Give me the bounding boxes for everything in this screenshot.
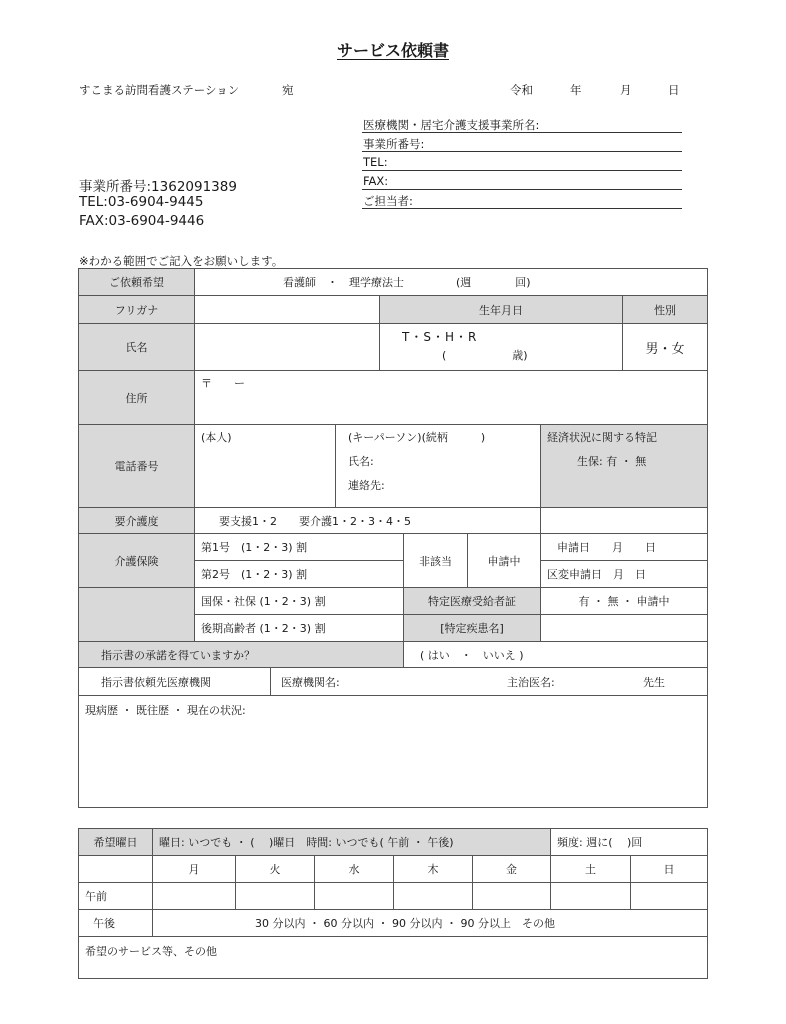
doctor-suffix: 先生: [643, 675, 665, 689]
welfare-options[interactable]: 生保: 有 ・ 無: [577, 455, 647, 468]
sender-office-number-field[interactable]: 事業所番号:: [363, 137, 425, 151]
specific-disease-input[interactable]: [540, 614, 708, 642]
date-year[interactable]: 年: [570, 83, 582, 97]
sex-label: 性別: [622, 295, 708, 324]
document-title: サービス依頼書: [336, 41, 449, 60]
phone-label: 電話番号: [78, 424, 195, 508]
day-header: 月: [152, 855, 236, 883]
care-insurance-type1[interactable]: 第1号 (1・2・3) 割: [194, 533, 404, 561]
specific-cert-label: 特定医療受給者証: [403, 587, 541, 615]
care-insurance-label: 介護保険: [78, 533, 195, 588]
afternoon-label: 午後: [78, 909, 153, 937]
day-header: 日: [630, 855, 708, 883]
furigana-label: フリガナ: [78, 295, 195, 324]
station-office-number: 事業所番号:1362091389: [79, 179, 237, 195]
instruction-institution-cell[interactable]: [270, 667, 708, 696]
underline: [362, 208, 682, 209]
sender-institution-field[interactable]: 医療機関・居宅介護支援事業所名:: [363, 118, 540, 132]
keyperson-label: (キーパーソン)(続柄 ): [348, 431, 486, 444]
specific-disease-label: [特定疾患名]: [403, 614, 541, 642]
birthdate-cell[interactable]: [379, 323, 623, 371]
request-cell[interactable]: [194, 268, 708, 296]
keyperson-name[interactable]: 氏名:: [348, 455, 374, 468]
recipient-name: すこまる訪問看護ステーション: [79, 83, 240, 97]
day-header: 火: [235, 855, 315, 883]
underline: [362, 189, 682, 190]
recipient-suffix: 宛: [282, 83, 294, 97]
sex-options[interactable]: 男・女: [622, 323, 708, 371]
not-applicable-option[interactable]: 非該当: [403, 533, 468, 588]
phone-self-label: (本人): [201, 431, 232, 444]
doctor-name-field[interactable]: 主治医名:: [507, 675, 555, 689]
keyperson-contact[interactable]: 連絡先:: [348, 479, 385, 492]
request-frequency[interactable]: (週 回): [456, 276, 531, 289]
care-level-extra[interactable]: [540, 507, 708, 534]
station-tel: TEL:03-6904-9445: [79, 194, 204, 210]
request-label: ご依頼希望: [78, 268, 195, 296]
health-insurance-label: [78, 587, 195, 642]
birthdate-label: 生年月日: [379, 295, 623, 324]
request-options[interactable]: 看護師 ・ 理学療法士: [283, 276, 404, 289]
other-requests-label: 希望のサービス等、その他: [85, 945, 217, 958]
other-requests-textarea[interactable]: [78, 936, 708, 979]
underline: [362, 151, 682, 152]
schedule-frequency[interactable]: 頻度: 週に( )回: [550, 828, 708, 856]
date-month[interactable]: 月: [620, 83, 632, 97]
morning-slot-sun[interactable]: [630, 882, 708, 910]
sender-fax-field[interactable]: FAX:: [363, 174, 389, 188]
day-header: 水: [314, 855, 394, 883]
day-header: 木: [393, 855, 473, 883]
morning-slot-tue[interactable]: [235, 882, 315, 910]
specific-cert-options[interactable]: 有 ・ 無 ・ 申請中: [540, 587, 708, 615]
duration-options[interactable]: 30 分以内 ・ 60 分以内 ・ 90 分以内 ・ 90 分以上 その他: [152, 909, 708, 937]
morning-slot-sat[interactable]: [550, 882, 631, 910]
care-level-options[interactable]: 要支援1・2 要介護1・2・3・4・5: [194, 507, 541, 534]
underline: [362, 132, 682, 133]
application-date[interactable]: 申請日 月 日: [540, 533, 708, 561]
schedule-label: 希望曜日: [78, 828, 153, 856]
keyperson-cell[interactable]: [335, 424, 541, 508]
underline: [362, 170, 682, 171]
instruction-note: ※わかる範囲でご記入をお願いします。: [79, 254, 284, 268]
morning-slot-thu[interactable]: [393, 882, 473, 910]
date-day[interactable]: 日: [668, 83, 680, 97]
institution-name-field[interactable]: 医療機関名:: [281, 675, 340, 689]
morning-slot-wed[interactable]: [314, 882, 394, 910]
station-fax: FAX:03-6904-9446: [79, 213, 205, 229]
sender-contact-person-field[interactable]: ご担当者:: [363, 194, 413, 208]
instruction-institution-label: 指示書依頼先医療機関: [78, 667, 271, 696]
consent-label: 指示書の承諾を得ていますか？: [78, 641, 404, 668]
birthdate-age[interactable]: ( 歳): [442, 349, 528, 362]
name-label: 氏名: [78, 323, 195, 371]
phone-self[interactable]: [194, 424, 336, 508]
schedule-day-time[interactable]: 曜日: いつでも ・ ( )曜日 時間: いつでも( 午前 ・ 午後): [152, 828, 551, 856]
name-input[interactable]: [194, 323, 380, 371]
applying-option[interactable]: 申請中: [467, 533, 541, 588]
national-insurance-option[interactable]: 国保・社保 (1・2・3) 割: [194, 587, 404, 615]
change-application-date[interactable]: 区変申請日 月 日: [540, 560, 708, 588]
morning-slot-mon[interactable]: [152, 882, 236, 910]
days-corner: [78, 855, 153, 883]
address-input[interactable]: [194, 370, 708, 425]
history-label: 現病歴 ・ 既往歴 ・ 現在の状況:: [85, 704, 246, 717]
morning-label: 午前: [78, 882, 153, 910]
day-header: 金: [472, 855, 551, 883]
date-era: 令和: [510, 83, 533, 97]
birthdate-eras[interactable]: T・S・H・R: [402, 330, 478, 344]
furigana-input[interactable]: [194, 295, 380, 324]
care-level-label: 要介護度: [78, 507, 195, 534]
consent-options[interactable]: ( はい ・ いいえ ): [403, 641, 708, 668]
day-header: 土: [550, 855, 631, 883]
care-insurance-type2[interactable]: 第2号 (1・2・3) 割: [194, 560, 404, 588]
economic-label: 経済状況に関する特記: [547, 431, 657, 444]
economic-cell: [540, 424, 708, 508]
sender-tel-field[interactable]: TEL:: [363, 155, 388, 169]
history-textarea[interactable]: [78, 695, 708, 808]
morning-slot-fri[interactable]: [472, 882, 551, 910]
address-label: 住所: [78, 370, 195, 425]
elderly-insurance-option[interactable]: 後期高齢者 (1・2・3) 割: [194, 614, 404, 642]
postal-code[interactable]: 〒 ー: [201, 377, 245, 390]
